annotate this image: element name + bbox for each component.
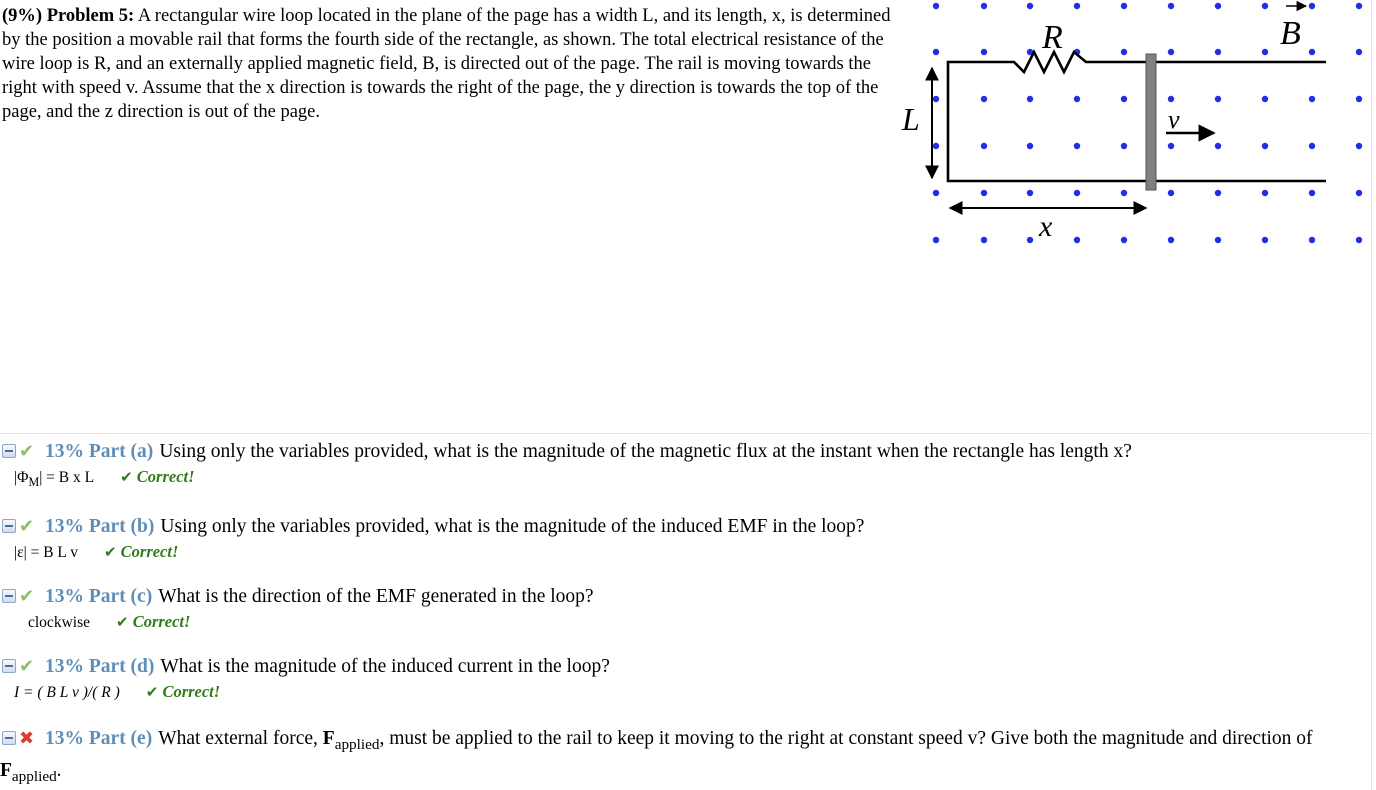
field-dot [1027, 96, 1033, 102]
field-dot [1168, 190, 1174, 196]
part-e-question-1: What external force, [158, 728, 318, 749]
part-d-answer: I = ( B L v )/( R ) [14, 684, 120, 701]
part-e-question-end: . [56, 759, 62, 781]
check-icon: ✔ [19, 516, 35, 537]
field-dot [1356, 49, 1362, 55]
field-dot [1215, 190, 1221, 196]
field-dot [933, 190, 939, 196]
field-dot [1262, 3, 1268, 9]
field-dot [981, 96, 987, 102]
collapse-icon[interactable] [2, 731, 16, 745]
label-b: B [1280, 15, 1301, 52]
field-dot [1074, 237, 1080, 243]
x-icon: ✖ [19, 728, 35, 749]
field-dot [981, 190, 987, 196]
field-dot [1309, 49, 1315, 55]
field-dot [1027, 143, 1033, 149]
field-dot [1121, 190, 1127, 196]
part-e-label: 13% Part (e) [45, 728, 153, 749]
field-dot [1168, 237, 1174, 243]
part-e [0, 726, 1368, 790]
field-dot [933, 237, 939, 243]
correct-badge: ✔ Correct! [145, 682, 221, 701]
field-dot [1121, 49, 1127, 55]
part-c [0, 585, 1368, 634]
field-dot [1262, 49, 1268, 55]
field-dot [1309, 143, 1315, 149]
check-icon: ✔ [19, 586, 35, 607]
correct-badge: ✔ Correct! [120, 467, 195, 486]
field-dot [933, 3, 939, 9]
field-dot [1309, 190, 1315, 196]
collapse-icon[interactable] [2, 519, 16, 533]
part-e-question-2: , must be applied to the rail to keep it moving to the right at constant speed v? Give both the magnitude and direction of [379, 728, 1313, 749]
part-a-answer: $|\Phi_M| = B$ x L [14, 469, 95, 490]
label-v: v [1168, 105, 1180, 134]
part-a-question: Using only the variables provided, what is the magnitude of the magnetic flux at the instant when the rectangle has length x? [159, 441, 1132, 462]
part-b-label: 13% Part (b) [45, 516, 155, 537]
part-c-answer-row [0, 611, 1368, 634]
label-l: L [902, 101, 920, 137]
right-border [1371, 0, 1372, 790]
part-b [0, 515, 1368, 564]
force-symbol: F [322, 728, 335, 749]
field-dot [1262, 237, 1268, 243]
field-dot [981, 49, 987, 55]
field-dot [1215, 49, 1221, 55]
wire-loop [948, 52, 1326, 181]
field-dot [1121, 96, 1127, 102]
field-dot [1262, 96, 1268, 102]
label-x: x [1039, 210, 1053, 243]
movable-rail[interactable] [1146, 54, 1156, 190]
field-dot [1356, 96, 1362, 102]
field-dot [1309, 96, 1315, 102]
field-dot [1027, 3, 1033, 9]
part-b-question: Using only the variables provided, what is the magnitude of the induced EMF in the loop? [160, 516, 865, 537]
check-icon: ✔ [19, 441, 35, 462]
field-dot [1074, 3, 1080, 9]
part-c-answer: clockwise [28, 614, 90, 631]
field-dot [1168, 143, 1174, 149]
part-d-label: 13% Part (d) [45, 656, 155, 677]
field-dot [1121, 237, 1127, 243]
field-dot [933, 49, 939, 55]
field-dot [1356, 3, 1362, 9]
field-dot [1121, 3, 1127, 9]
field-dot [1215, 143, 1221, 149]
part-d-question: What is the magnitude of the induced current in the loop? [160, 656, 610, 677]
field-dot [1262, 190, 1268, 196]
field-dot [1356, 237, 1362, 243]
field-dot [1168, 49, 1174, 55]
field-dot [1309, 3, 1315, 9]
correct-badge: ✔ Correct! [103, 542, 179, 561]
part-a-label: 13% Part (a) [45, 441, 154, 462]
field-dot [1027, 190, 1033, 196]
collapse-icon[interactable] [2, 589, 16, 603]
field-dot [1121, 143, 1127, 149]
field-dot [933, 96, 939, 102]
field-dot [1027, 237, 1033, 243]
field-dot [1074, 143, 1080, 149]
problem-text: A rectangular wire loop located in the plane of the page has a width L, and its length, x, is determined by the position a movable rail that forms the fourth side of the rectangle, as shown. The total electrical resistance of the wire loop is R, and an externally applied magnetic field, B, is directed out of the page. The rail is moving towards the right with speed v. Assume that the x direction is towards the right of the page, the y direction is towards the top of the page, and the z direction is out of the page. [2, 6, 891, 122]
label-r: R [1042, 19, 1063, 56]
field-dot [933, 143, 939, 149]
force-subscript: applied [334, 735, 380, 753]
field-dot [981, 237, 987, 243]
part-c-label: 13% Part (c) [45, 586, 153, 607]
field-dot [1309, 237, 1315, 243]
part-a-answer-row [0, 466, 1368, 493]
force-subscript: applied [11, 767, 57, 785]
field-dot [1215, 3, 1221, 9]
field-dot [1168, 3, 1174, 9]
part-d [0, 655, 1368, 704]
section-divider [0, 433, 1371, 434]
force-symbol: F [0, 759, 12, 781]
field-dot [981, 143, 987, 149]
check-icon: ✔ [19, 656, 35, 677]
part-d-answer-row [0, 681, 1368, 704]
field-dot [1356, 143, 1362, 149]
collapse-icon[interactable] [2, 659, 16, 673]
problem-number: (9%) Problem 5: [2, 6, 135, 26]
part-a [0, 440, 1368, 493]
part-b-answer-row [0, 541, 1368, 564]
field-dot [1168, 96, 1174, 102]
field-dot [1074, 96, 1080, 102]
field-dot [1215, 96, 1221, 102]
field-dot [1356, 190, 1362, 196]
collapse-icon[interactable] [2, 444, 16, 458]
problem-statement [2, 4, 902, 124]
part-c-question: What is the direction of the EMF generated in the loop? [158, 586, 594, 607]
field-dot [1262, 143, 1268, 149]
circuit-figure [896, 0, 1376, 260]
field-dot [1074, 190, 1080, 196]
field-dot [1215, 237, 1221, 243]
field-dot [981, 3, 987, 9]
correct-badge: ✔ Correct! [115, 612, 191, 631]
part-b-answer: |ε| = B L v [14, 544, 78, 561]
